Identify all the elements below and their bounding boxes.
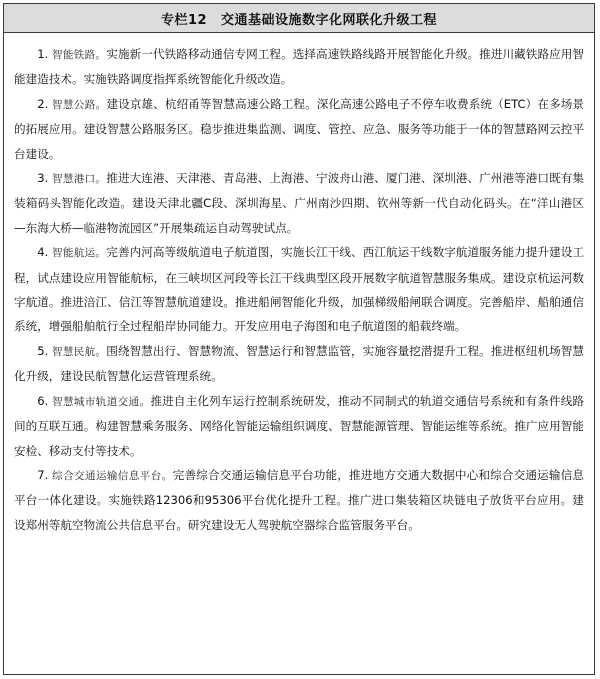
item-number: 5. — [37, 343, 49, 358]
list-item-smart-urban-rail — [14, 389, 584, 463]
item-text: 推进自主化列车运行控制系统研发，推动不同制式的轨道交通信号系统和有条件线路间的互联互通。构建智慧乘务服务、网络化智能运输组织调度、智慧能源管理、智能运维等系统。推广应用智能安检、移动支付等技术。 — [14, 393, 585, 458]
item-tag: 智慧城市轨道交通。 — [52, 395, 151, 408]
list-item-transport-info-platform — [14, 463, 584, 537]
item-number: 6. — [37, 393, 49, 408]
item-number: 1. — [37, 47, 49, 61]
item-number: 7. — [37, 467, 49, 482]
item-number: 2. — [37, 96, 49, 111]
item-tag: 智慧公路。 — [52, 98, 107, 111]
item-tag: 综合交通运输信息平台。 — [52, 469, 173, 482]
item-tag: 智能航运。 — [52, 247, 107, 260]
item-text: 完善综合交通运输信息平台功能，推进地方交通大数据中心和综合交通运输信息平台一体化建设。实施铁路12306和95306平台优化提升工程。推广进口集装箱区块链电子放货平台应用。建设郑州等航空物流公共信息平台。研究建设无人驾驶航空器综合监管服务平台。 — [14, 467, 584, 532]
item-text: 推进大连港、天津港、青岛港、上海港、宁波舟山港、厦门港、深圳港、广州港等港口既有集装箱码头智能化改造。建设天津北疆C段、深圳海星、广州南沙四期、钦州等新一代自动化码头。在“洋山港区—东海大桥—临港物流园区”开展集疏运自动驾驶试点。 — [14, 171, 584, 235]
list-item-smart-port — [14, 166, 584, 240]
list-item-smart-highway — [14, 92, 584, 166]
list-item-smart-civil-aviation — [14, 339, 584, 389]
item-number: 4. — [37, 245, 49, 260]
panel-label: 专栏12 — [160, 12, 208, 28]
item-text: 建设京雄、杭绍甬等智慧高速公路工程。深化高速公路电子不停车收费系统（ETC）在多场景的拓展应用。建设智慧公路服务区。稳步推进集监测、调度、管控、应急、服务等功能于一体的智慧路网云控平台建设。 — [14, 96, 585, 161]
item-text: 完善内河高等级航道电子航道图，实施长江干线、西江航运干线数字航道服务能力提升建设工程，试点建设应用智能航标，在三峡坝区河段等长江干线典型区段开展数字航道智慧服务集成。建设京杭运河数字航道。推进涪江、信江等智慧航道建设。推进船闸智能化升级，加强梯级船闸联合调度。完善船岸、船舶通信系统，增强船舶航行全过程船岸协同能力。开发应用电子海图和电子航道图的船载终端。 — [14, 245, 584, 334]
list-item-intelligent-shipping — [14, 240, 584, 339]
list-item-intelligent-railway — [14, 42, 584, 92]
item-tag: 智慧民航。 — [52, 345, 107, 358]
panel-header — [4, 4, 594, 33]
panel-body — [4, 33, 594, 537]
item-number: 3. — [37, 171, 49, 186]
panel — [3, 3, 595, 675]
item-text: 围绕智慧出行、智慧物流、智慧运行和智慧监管，实施容量挖潜提升工程。推进枢纽机场智慧化升级，建设民航智慧化运营管理系统。 — [14, 343, 584, 384]
item-tag: 智能铁路。 — [52, 49, 107, 61]
panel-title: 交通基础设施数字化网联化升级工程 — [221, 12, 438, 28]
item-text: 实施新一代铁路移动通信专网工程。选择高速铁路线路开展智能化升级。推进川藏铁路应用智能建造技术。实施铁路调度指挥系统智能化升级改造。 — [14, 47, 584, 87]
item-tag: 智慧港口。 — [52, 173, 107, 186]
